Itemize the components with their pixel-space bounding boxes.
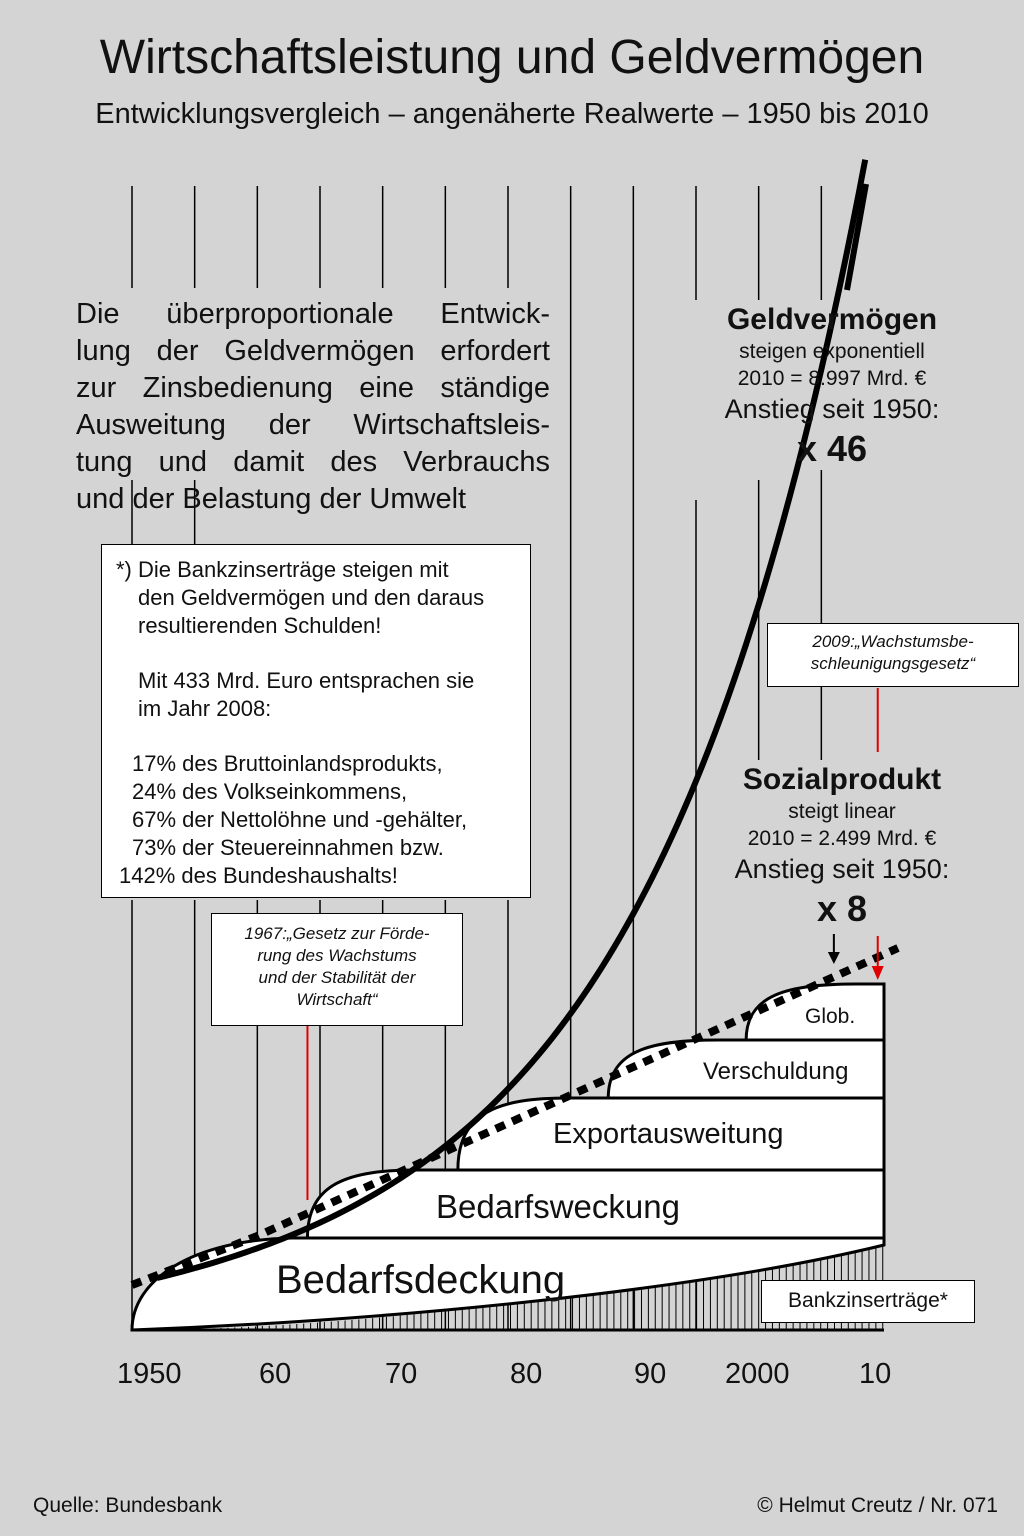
sozialprodukt-trend: steigt linear [788,800,896,823]
layer-label-bedarfsweckung: Bedarfsweckung [436,1188,680,1225]
x-tick-label: 2000 [725,1358,790,1390]
x-tick-label: 70 [385,1358,418,1390]
sozialprodukt-value: 2010 = 2.499 Mrd. € [747,827,937,850]
chart-subtitle: Entwicklungsvergleich – angenäherte Realwerte – 1950 bis 2010 [95,98,929,130]
intro-paragraph [76,296,550,518]
note-line: 67% der Nettolöhne und -gehälter, [132,807,468,832]
law-1967-line: rung des Wachstums [257,946,417,965]
note-line: 142% des Bundeshaushalts! [119,863,398,888]
layer-label-verschuldung: Verschuldung [703,1058,849,1085]
law-2009-line: schleunigungsgesetz“ [810,654,976,673]
marker-2009-arrowhead [872,966,884,980]
geldvermoegen-heading: Geldvermögen [726,303,938,336]
law-1967-line: und der Stabilität der [258,968,416,987]
x-tick-label: 80 [510,1358,543,1390]
chart-title: Wirtschaftsleistung und Geldvermögen [99,31,925,84]
geldvermoegen-info [700,302,964,472]
intro-line: und der Belastung der Umwelt [76,483,467,515]
x-tick-label: 1950 [117,1358,182,1390]
geldvermoegen-trend: steigen exponentiell [739,340,925,363]
copyright-note: © Helmut Creutz / Nr. 071 [757,1494,998,1517]
sozialprodukt-rise-label: Anstieg seit 1950: [734,854,950,884]
note-line: 17% des Bruttoinlandsprodukts, [132,751,443,776]
intro-line: zur Zinsbedienung eine ständige [76,372,550,404]
sozialprodukt-factor: x 8 [816,888,868,929]
layer-label-glob: Glob. [805,1005,856,1028]
law-1967-line: Wirtschaft“ [296,990,378,1009]
intro-line: Ausweitung der Wirtschaftsleis- [76,409,550,441]
layer-label-bedarfsdeckung: Bedarfsdeckung [276,1258,566,1302]
law-1967-line: 1967:„Gesetz zur Förde- [244,924,430,943]
geldvermoegen-factor: x 46 [796,428,868,469]
geldvermoegen-rise-label: Anstieg seit 1950: [724,394,940,424]
note-line: den Geldvermögen und den daraus [138,585,485,610]
sozialprodukt-info [712,762,972,932]
note-line: im Jahr 2008: [138,696,272,721]
note-line: 73% der Steuereinnahmen bzw. [132,835,444,860]
intro-line: Die überproportionale Entwick- [76,298,550,330]
layer-label-exportausweitung: Exportausweitung [553,1118,784,1150]
factor-arrowhead [828,952,840,964]
bankzinsertraege-label: Bankzinserträge* [761,1280,975,1323]
intro-line: lung der Geldvermögen erfordert [76,335,550,367]
note-line: 24% des Volkseinkommens, [132,779,408,804]
sozialprodukt-heading: Sozialprodukt [742,763,942,796]
intro-line: tung und damit des Verbrauchs [76,446,550,478]
law-1967-box [211,913,463,1026]
x-tick-label: 90 [634,1358,667,1390]
x-tick-label: 10 [859,1358,892,1390]
note-line: Mit 433 Mrd. Euro entsprachen sie [138,668,475,693]
law-2009-box [767,623,1019,687]
note-line: *) Die Bankzinserträge steigen mit [116,557,449,582]
law-2009-line: 2009:„Wachstumsbe- [812,632,974,651]
source-note: Quelle: Bundesbank [33,1494,223,1517]
x-tick-label: 60 [259,1358,292,1390]
geldvermoegen-value: 2010 = 8.997 Mrd. € [737,367,927,390]
note-line: resultierenden Schulden! [138,613,382,638]
bankzins-note-box [101,544,531,898]
